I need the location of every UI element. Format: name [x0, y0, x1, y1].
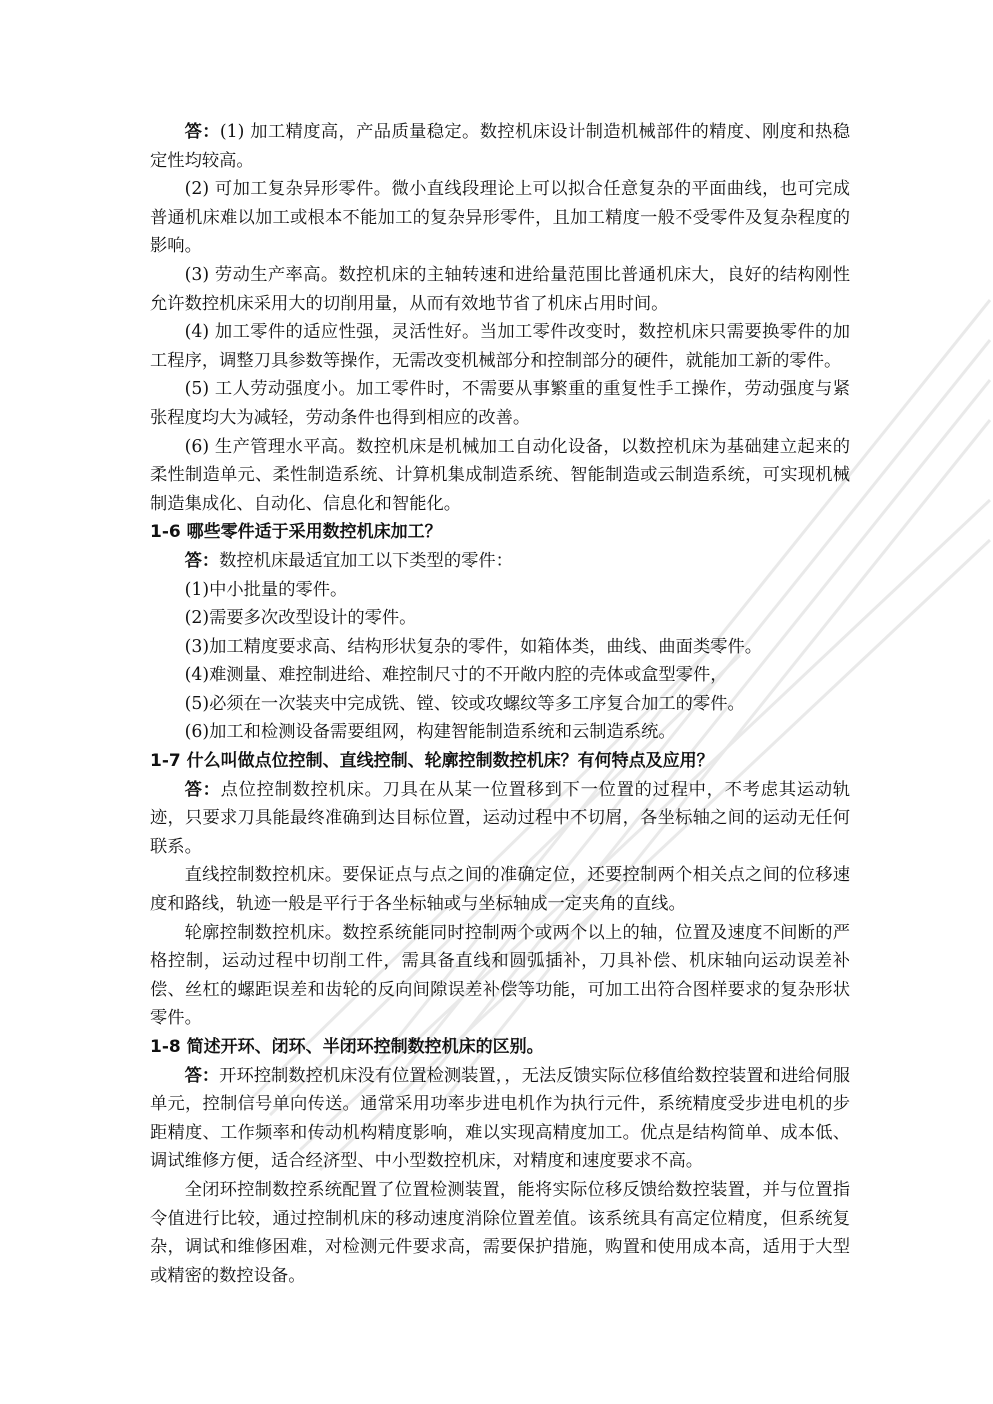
q1-6-item-1: (1)中小批量的零件。	[184, 579, 348, 600]
q1-7-para-1: 答：点位控制数控机床。刀具在从某一位置移到下一位置的过程中，不考虑其运动轨迹，只要求刀具能最终准确到达目标位置，运动过程中不切屑，各坐标轴之间的运动无任何联系。	[150, 779, 850, 857]
q1-6-item-5: (5)必须在一次装夹中完成铣、镗、铰或攻螺纹等多工序复合加工的零件。	[184, 693, 745, 714]
q1-5-item-4: (4) 加工零件的适应性强，灵活性好。当加工零件改变时，数控机床只需要换零件的加工程序，调整刀具参数等操作，无需改变机械部分和控制部分的硬件，就能加工新的零件。	[150, 322, 850, 371]
question-heading-1-7: 1-7 什么叫做点位控制、直线控制、轮廓控制数控机床？有何特点及应用？	[150, 751, 714, 772]
q1-7-para-2: 直线控制数控机床。要保证点与点之间的准确定位，还要控制两个相关点之间的位移速度和路线，轨迹一般是平行于各坐标轴或与坐标轴成一定夹角的直线。	[150, 865, 850, 915]
q1-8-para-2: 全闭环控制数控系统配置了位置检测装置，能将实际位移反馈给数控装置，并与位置指令值进行比较，通过控制机床的移动速度消除位置差值。该系统具有高定位精度，但系统复杂，调试和维修困难，对检测元件要求高，需要保护措施，购置和使用成本高，适用于大型或精密的数控设备。	[150, 1179, 850, 1286]
q1-5-item-3: (3) 劳动生产率高。数控机床的主轴转速和进给量范围比普通机床大，良好的结构刚性允许数控机床采用大的切削用量，从而有效地节省了机床占用时间。	[150, 264, 850, 314]
q1-5-item-5: (5) 工人劳动强度小。加工零件时，不需要从事繁重的重复性手工操作，劳动强度与紧张程度均大为减轻，劳动条件也得到相应的改善。	[150, 379, 850, 428]
question-heading-1-6: 1-6 哪些零件适于采用数控机床加工？	[150, 522, 442, 543]
q1-8-para-1: 答：开环控制数控机床没有位置检测装置，，无法反馈实际位移值给数控装置和进给伺服单元，控制信号单向传送。通常采用功率步进电机作为执行元件，系统精度受步进电机的步距精度、工作频率和传动机构精度影响，难以实现高精度加工。优点是结构简单、成本低、调试维修方便，适合经济型、中小型数控机床，对精度和速度要求不高。	[150, 1065, 850, 1172]
q1-6-item-3: (3)加工精度要求高、结构形状复杂的零件，如箱体类，曲线、曲面类零件。	[184, 636, 763, 657]
q1-5-item-2: (2) 可加工复杂异形零件。微小直线段理论上可以拟合任意复杂的平面曲线，也可完成普通机床难以加工或根本不能加工的复杂异形零件，且加工精度一般不受零件及复杂程度的影响。	[150, 179, 850, 257]
q1-5-item-1: 答：(1) 加工精度高，产品质量稳定。数控机床设计制造机械部件的精度、刚度和热稳定性均较高。	[150, 122, 850, 171]
q1-6-item-4: (4)难测量、难控制进给、难控制尺寸的不开敞内腔的壳体或盒型零件，	[184, 665, 728, 686]
q1-6-answer-intro: 答：数控机床最适宜加工以下类型的零件：	[184, 550, 513, 571]
q1-5-item-6: (6) 生产管理水平高。数控机床是机械加工自动化设备，以数控机床为基础建立起来的柔性制造单元、柔性制造系统、计算机集成制造系统、智能制造或云制造系统，可实现机械制造集成化、自动化、信息化和智能化。	[150, 436, 850, 514]
q1-6-item-6: (6)加工和检测设备需要组网，构建智能制造系统和云制造系统。	[184, 722, 676, 743]
answer-prefix: 答：	[184, 779, 221, 800]
q1-6-item-2: (2)需要多次改型设计的零件。	[184, 608, 417, 629]
q1-7-para-3: 轮廓控制数控机床。数控系统能同时控制两个或两个以上的轴，位置及速度不间断的严格控制，运动过程中切削工件，需具备直线和圆弧插补，刀具补偿、机床轴向运动误差补偿、丝杠的螺距误差和齿轮的反向间隙误差补偿等功能，可加工出符合图样要求的复杂形状零件。	[150, 922, 850, 1029]
question-heading-1-8: 1-8 简述开环、闭环、半闭环控制数控机床的区别。	[150, 1037, 544, 1057]
answer-prefix: 答：	[184, 1065, 220, 1086]
answer-prefix: 答：	[184, 122, 220, 142]
answer-prefix: 答：	[184, 550, 220, 571]
document-body	[150, 118, 850, 1290]
